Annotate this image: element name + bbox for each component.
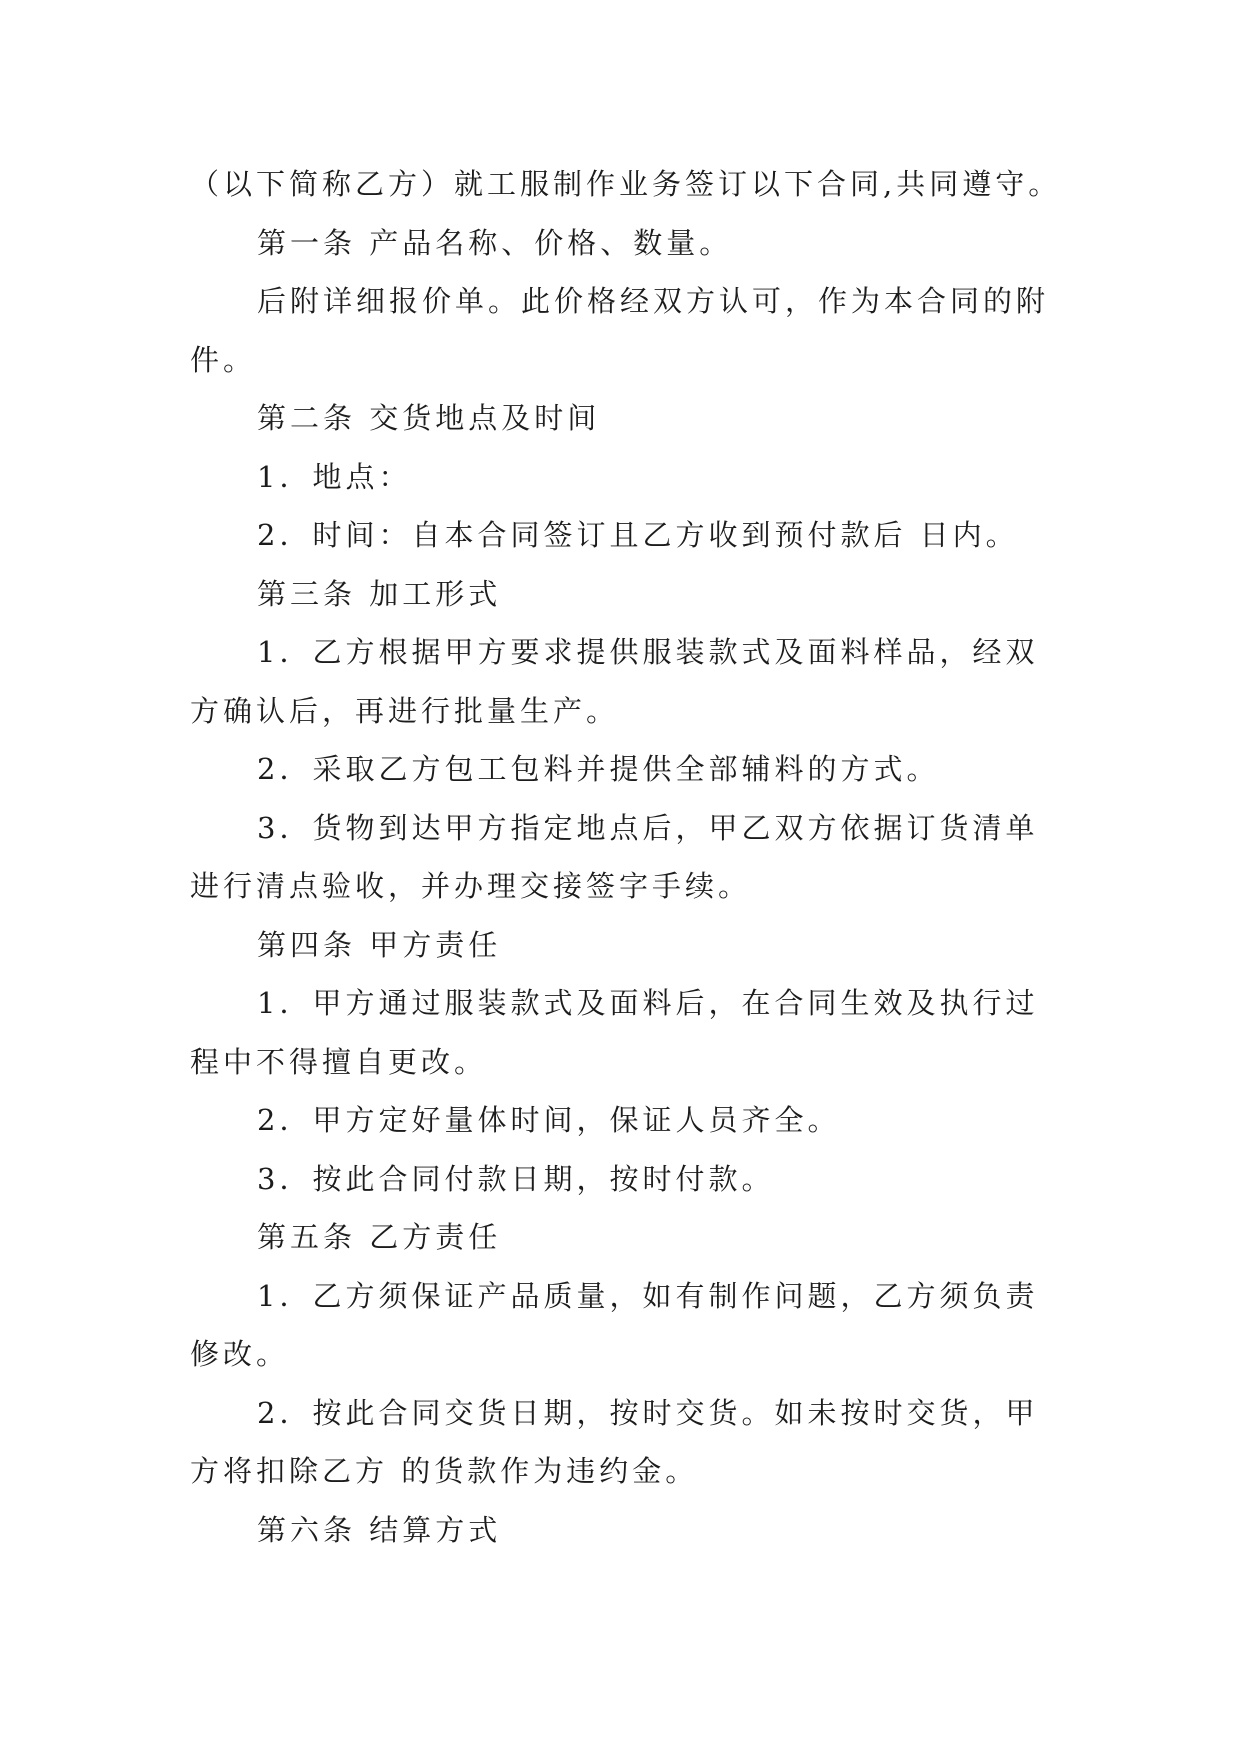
text-line: 进行清点验收，并办理交接签字手续。 [190,869,752,903]
contract-body [190,155,1110,1559]
text-line: 第六条 结算方式 [257,1512,502,1547]
clause-heading [190,1208,1110,1267]
text-line: 3．按此合同付款日期，按时付款。 [257,1161,775,1196]
clause-heading [190,916,1110,975]
list-item [190,1267,1110,1384]
text-line: 修改。 [190,1337,290,1371]
clause-heading [190,389,1110,448]
text-line: 方确认后，再进行批量生产。 [190,693,620,728]
list-item [190,1150,1110,1209]
text-line: 3．货物到达甲方指定地点后，甲乙双方依据订货清单 [257,810,1039,845]
list-item [190,623,1110,740]
text-line: （以下简称乙方）就工服制作业务签订以下合同,共同遵守。 [190,167,1062,201]
clause-heading [190,565,1110,624]
list-item [190,740,1110,799]
list-item [190,448,1110,507]
text-line: 2．时间：自本合同签订且乙方收到预付款后 日内。 [257,518,1019,552]
text-line: 第二条 交货地点及时间 [257,401,601,435]
text-line: 1．乙方根据甲方要求提供服装款式及面料样品，经双 [257,635,1039,669]
text-line: 1．乙方须保证产品质量，如有制作问题，乙方须负责 [257,1278,1039,1313]
text-line: 第三条 加工形式 [257,576,502,611]
paragraph [190,272,1110,389]
text-line: 1．甲方通过服装款式及面料后，在合同生效及执行过 [257,986,1039,1020]
list-item [190,506,1110,565]
text-line: 第四条 甲方责任 [257,927,502,962]
text-line: 2．采取乙方包工包料并提供全部辅料的方式。 [257,752,940,786]
paragraph [190,155,1110,214]
text-line: 第五条 乙方责任 [257,1220,502,1254]
clause-heading [190,1501,1110,1560]
text-line: 1．地点： [257,459,412,494]
text-line: 第一条 产品名称、价格、数量。 [257,225,733,260]
text-line: 件。 [190,342,257,377]
text-line: 方将扣除乙方 的货款作为违约金。 [190,1454,699,1488]
text-line: 2．甲方定好量体时间，保证人员齐全。 [257,1103,841,1137]
text-line: 2．按此合同交货日期，按时交货。如未按时交货，甲 [257,1395,1039,1430]
text-line: 程中不得擅自更改。 [190,1044,488,1079]
text-line: 后附详细报价单。此价格经双方认可，作为本合同的附 [257,284,1050,318]
list-item [190,974,1110,1091]
list-item [190,1384,1110,1501]
clause-heading [190,214,1110,273]
list-item [190,1091,1110,1150]
list-item [190,799,1110,916]
